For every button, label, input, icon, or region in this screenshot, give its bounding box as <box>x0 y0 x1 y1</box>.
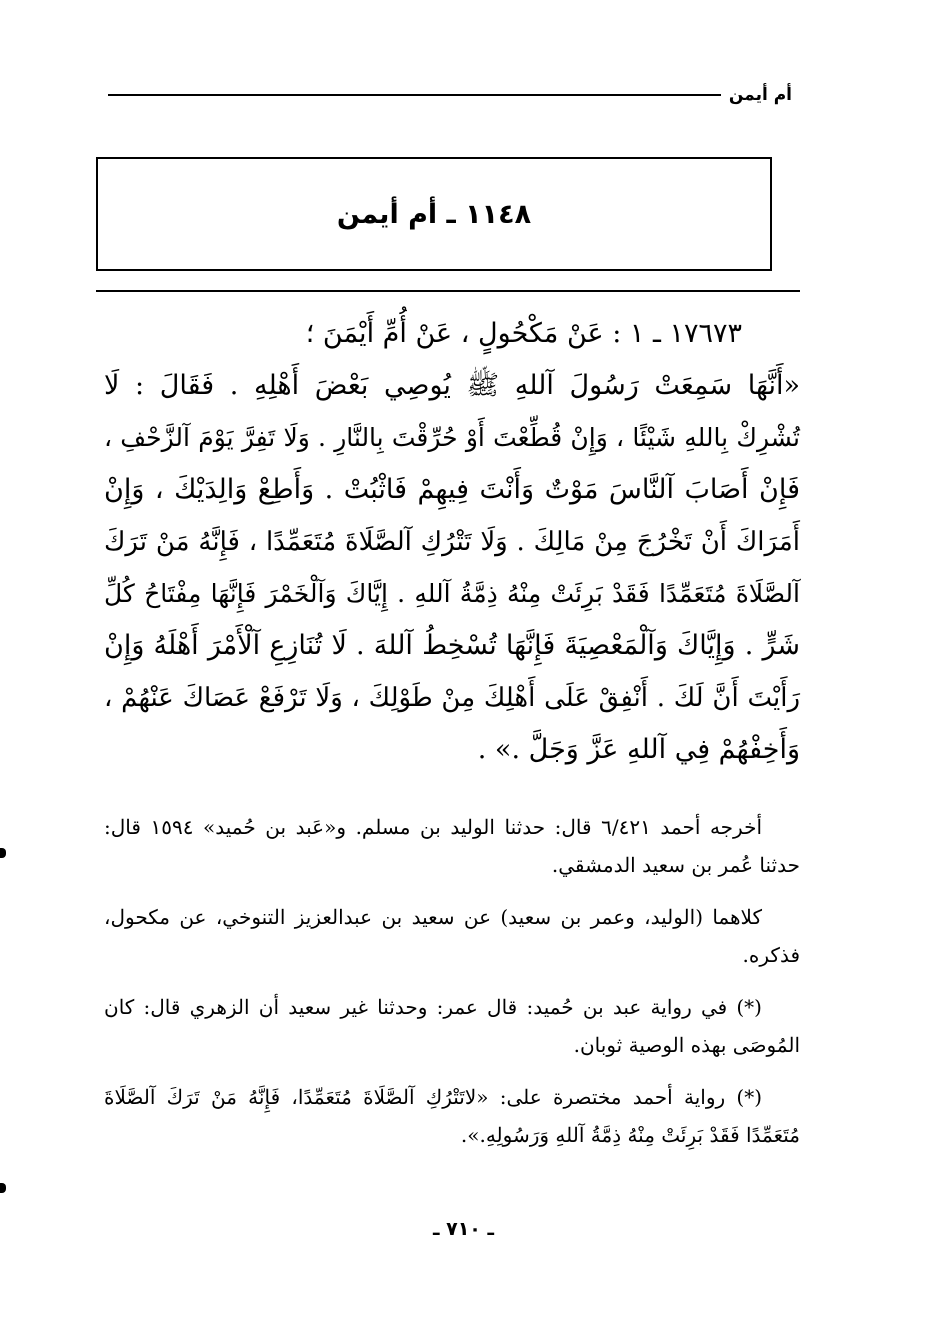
scan-edge-mark <box>0 848 6 858</box>
hadith-line: شَرٍّ . وَإِيَّاكَ وَآلْمَعْصِيَةَ فَإِنَّهَا تُسْخِطُ آللهَ . لَا تُنَازِعِ آلْأَمْرَ أَهْلَهُ وَإِنْ <box>104 630 800 661</box>
hadith-line: ١٧٦٧٣ ـ ١ : عَنْ مَكْحُولٍ ، عَنْ أُمِّ أَيْمَنَ ؛ <box>305 318 742 349</box>
header-rule <box>108 94 721 96</box>
note-paragraph: أخرجه أحمد ٦/٤٢١ قال: حدثنا الوليد بن مسلم. و«عَبد بن حُميد» ١٥٩٤ قال: حدثنا عُمر بن سعيد الدمشقي. <box>104 815 800 877</box>
note-paragraph: (*) رواية أحمد مختصرة على: «لاتَتْرُكِ آلصَّلَاةَ مُتَعَمِّدًا، فَإِنَّهُ مَنْ تَرَكَ آلصَّلَاةَ مُتَعَمِّدًا فَقَدْ بَرِئَتْ مِنْهُ ذِمَّةُ آللهِ وَرَسُولِهِ.». <box>104 1085 800 1147</box>
running-header <box>100 80 792 110</box>
hadith-line: رَأَيْتَ أَنَّ لَكَ . أَنْفِقْ عَلَى أَهْلِكَ مِنْ طَوْلِكَ ، وَلَا تَرْفَعْ عَصَاكَ عَنْهُمْ ، <box>104 683 800 713</box>
scan-edge-mark <box>0 1183 6 1193</box>
hadith-text <box>104 308 800 776</box>
hadith-line: «أَنَّهَا سَمِعَتْ رَسُولَ آللهِ ﷺ يُوصِي بَعْضَ أَهْلِهِ . فَقَالَ : لَا <box>104 370 800 401</box>
hadith-line: أَمَرَاكَ أَنْ تَخْرُجَ مِنْ مَالِكَ . وَلَا تَتْرُكِ آلصَّلَاةَ مُتَعَمِّدًا ، فَإِنَّهُ مَنْ تَرَكَ <box>104 527 800 557</box>
hadith-line: وَأَخِفْهُمْ فِي آللهِ عَزَّ وَجَلَّ .» . <box>477 734 800 765</box>
chapter-title-box <box>96 157 772 271</box>
chapter-heading: ١١٤٨ ـ أم أيمن <box>336 198 532 230</box>
section-divider <box>96 290 800 292</box>
hadith-line: آلصَّلَاةَ مُتَعَمِّدًا فَقَدْ بَرِئَتْ مِنْهُ ذِمَّةُ آللهِ . إِيَّاكَ وَآلْخَمْرَ فَإِنَّهَا مِفْتَاحُ كُلِّ <box>104 579 800 608</box>
hadith-line: تُشْرِكْ بِاللهِ شَيْئًا ، وَإِنْ قُطِّعْتَ أَوْ حُرِّقْتَ بِالنَّارِ . وَلَا تَفِرَّ يَوْمَ آلزَّحْفِ ، <box>104 423 800 452</box>
note-paragraph: كلاهما (الوليد، وعمر بن سعيد) عن سعيد بن عبدالعزيز التنوخي، عن مكحول، فذكره. <box>104 905 800 967</box>
takhrij-notes <box>104 808 800 1168</box>
page-number: ـ ٧١٠ ـ <box>432 1218 494 1240</box>
running-header-title: أم أيمن <box>728 85 792 105</box>
note-paragraph: (*) في رواية عبد بن حُميد: قال عمر: وحدثنا غير سعيد أن الزهري قال: كان المُوصَى بهذه الوصية ثوبان. <box>104 995 800 1057</box>
hadith-line: فَإِنْ أَصَابَ آلنَّاسَ مَوْتٌ وَأَنْتَ فِيهِمْ فَاثْبُتْ . وَأَطِعْ وَالِدَيْكَ ، وَإِنْ <box>104 474 800 505</box>
